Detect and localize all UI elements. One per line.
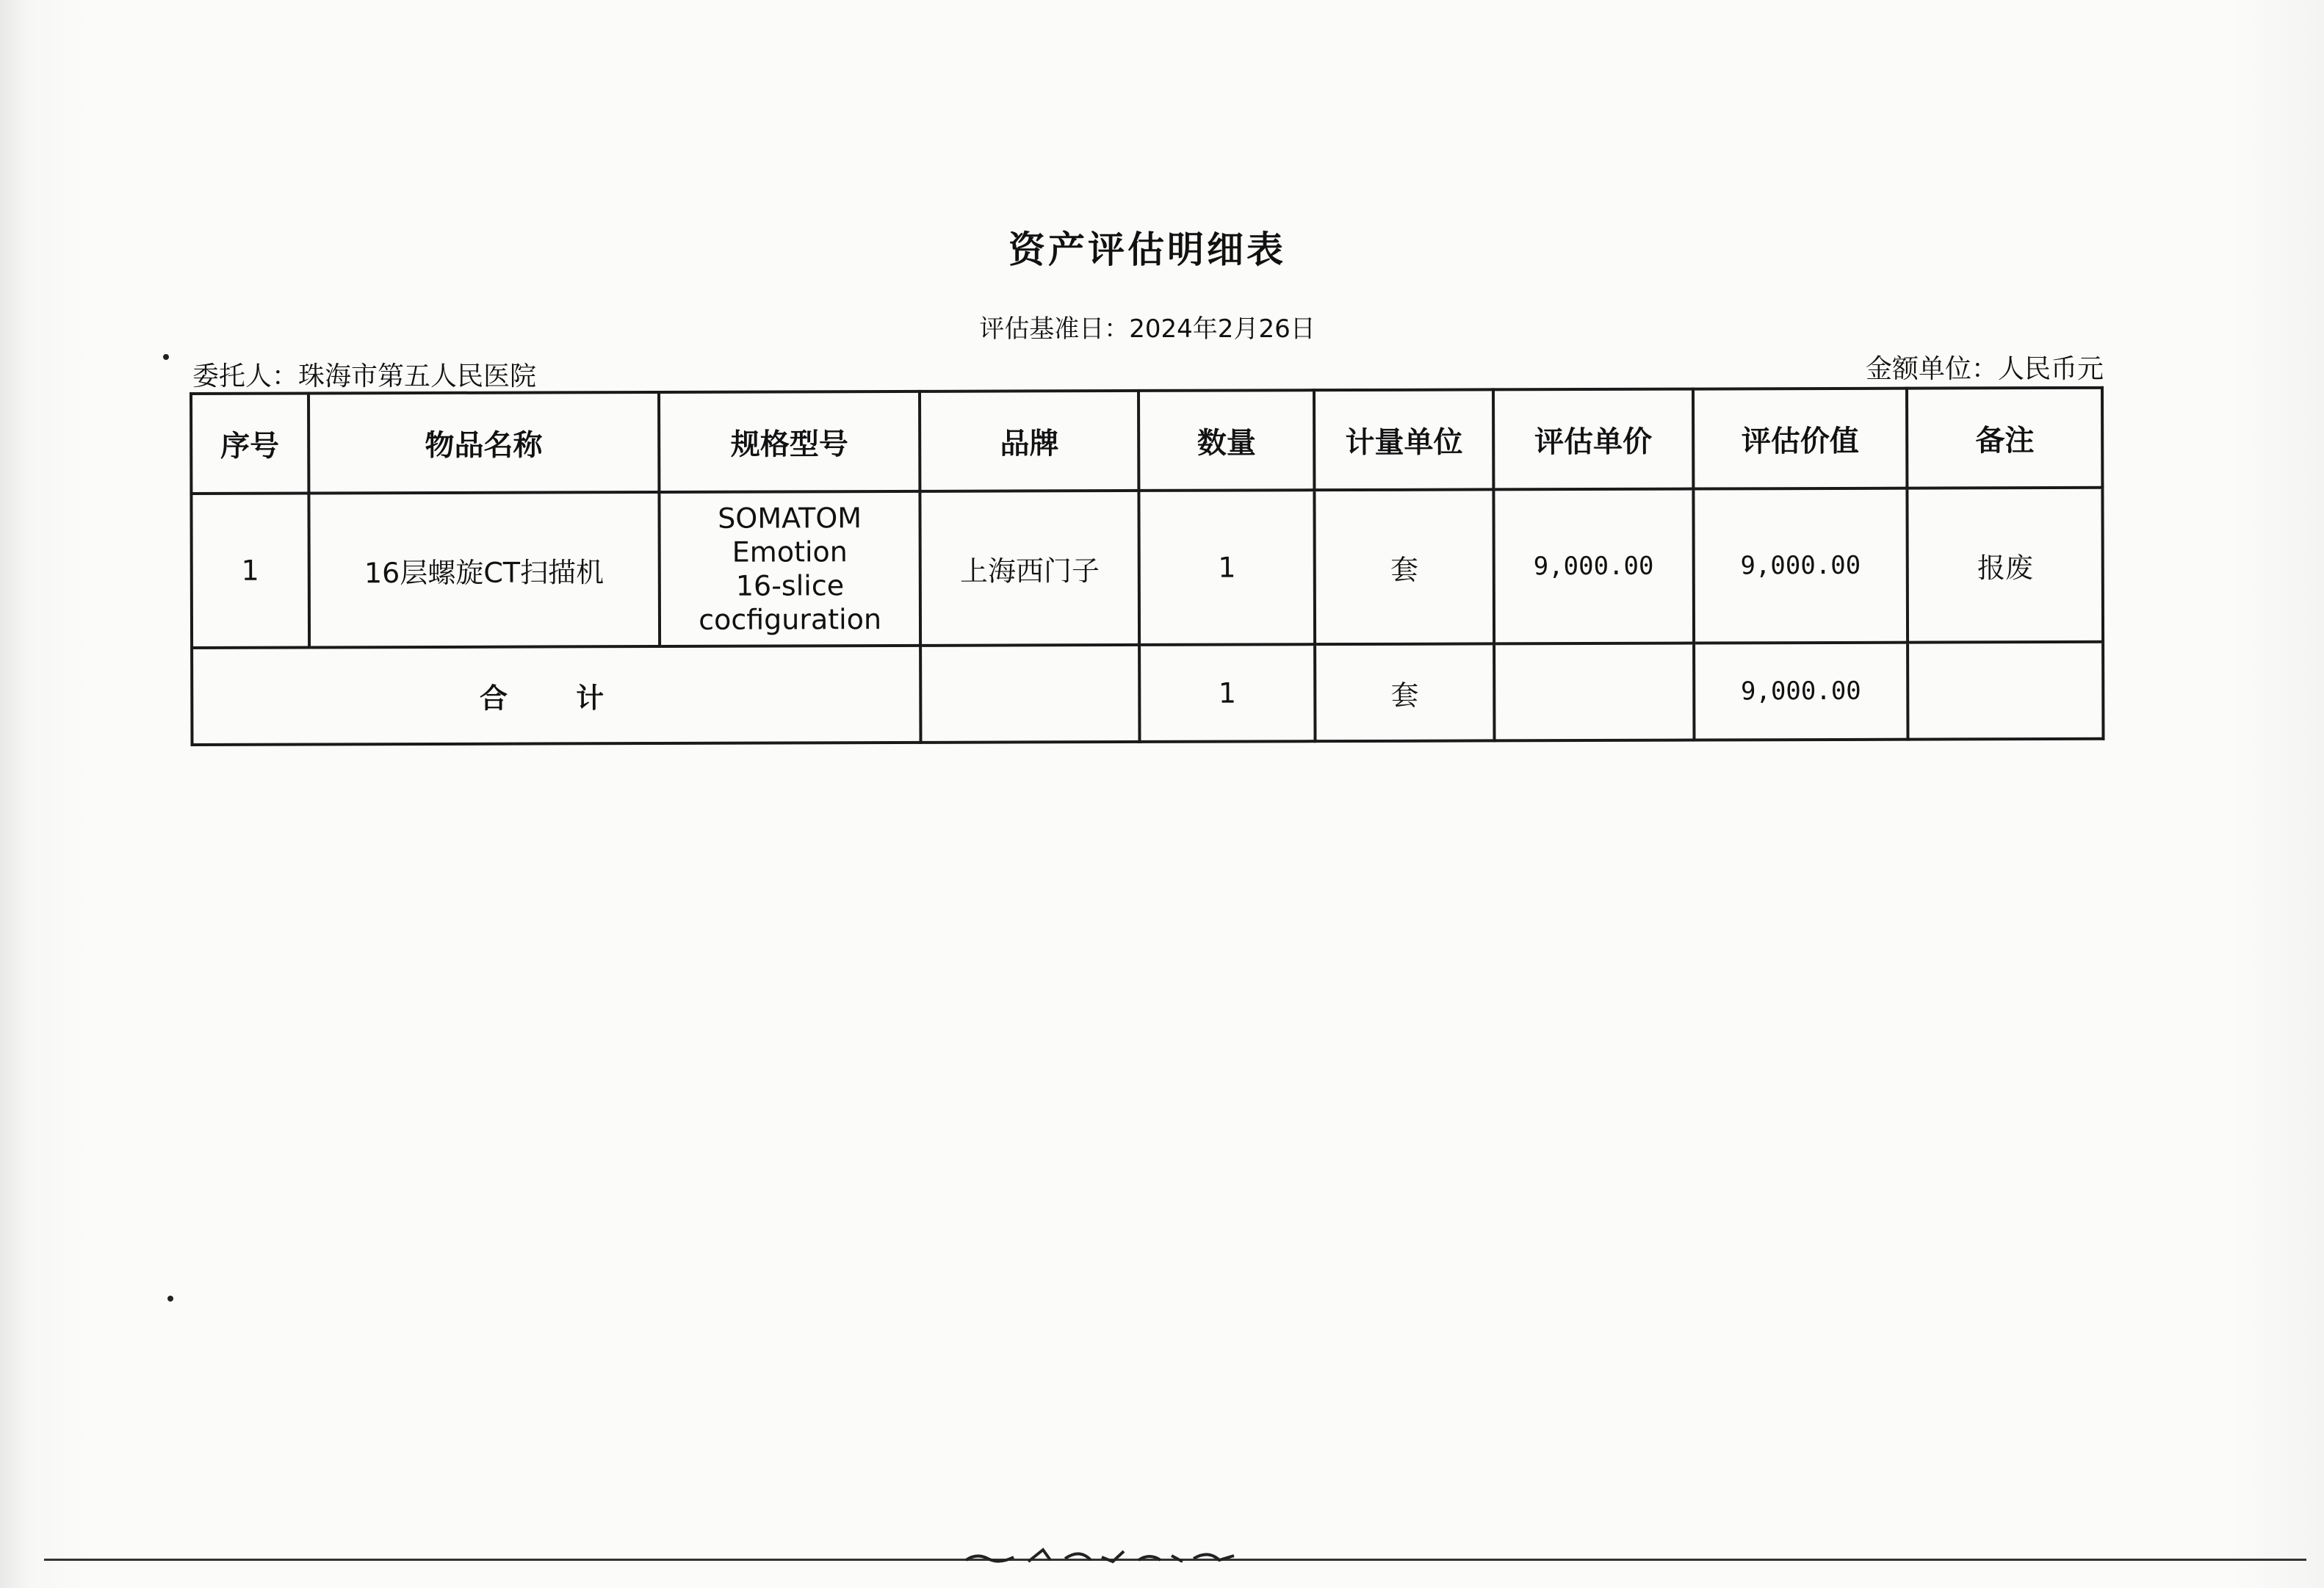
speck-mark: [163, 354, 169, 360]
client-label: 委托人：珠海市第五人民医院: [192, 361, 537, 391]
header-remark: 备注: [1907, 388, 2102, 488]
header-unit: 计量单位: [1314, 389, 1493, 490]
footer-scribble-mark: [962, 1540, 1241, 1566]
base-date: 评估基准日：2024年2月26日: [979, 314, 1316, 344]
header-quantity: 数量: [1138, 390, 1315, 491]
cell-unit-price: 9,000.00: [1493, 489, 1693, 644]
table-header-row: [191, 388, 2102, 494]
header-spec: 规格型号: [659, 391, 920, 492]
cell-spec: SOMATOM Emotion 16-slice cocfiguration: [659, 491, 920, 646]
cell-quantity: 1: [1138, 490, 1315, 645]
header-item-name: 物品名称: [308, 392, 659, 493]
cell-item-name: 16层螺旋CT扫描机: [308, 492, 660, 647]
header-value: 评估价值: [1693, 389, 1908, 489]
page-title: 资产评估明细表: [1008, 228, 1286, 271]
total-quantity: 1: [1139, 644, 1316, 742]
header-unit-price: 评估单价: [1493, 389, 1693, 490]
cell-unit: 套: [1315, 489, 1494, 644]
asset-detail-table: [190, 386, 2105, 746]
cell-brand: 上海西门子: [920, 491, 1139, 646]
total-remark: [1908, 642, 2104, 740]
cell-index: 1: [191, 493, 308, 648]
total-value: 9,000.00: [1694, 643, 1908, 740]
total-row: [192, 642, 2103, 745]
currency-unit-label: 金额单位：人民币元: [1865, 354, 2104, 384]
total-unit: 套: [1316, 643, 1495, 741]
table-row: [191, 488, 2103, 648]
speck-mark: [167, 1296, 173, 1302]
cell-value: 9,000.00: [1693, 488, 1908, 643]
header-index: 序号: [191, 393, 308, 494]
total-unit-price: [1494, 643, 1694, 741]
cell-remark: 报废: [1908, 488, 2103, 643]
header-brand: 品牌: [920, 391, 1138, 491]
total-brand: [921, 645, 1140, 743]
total-label: 合 计: [192, 646, 921, 745]
